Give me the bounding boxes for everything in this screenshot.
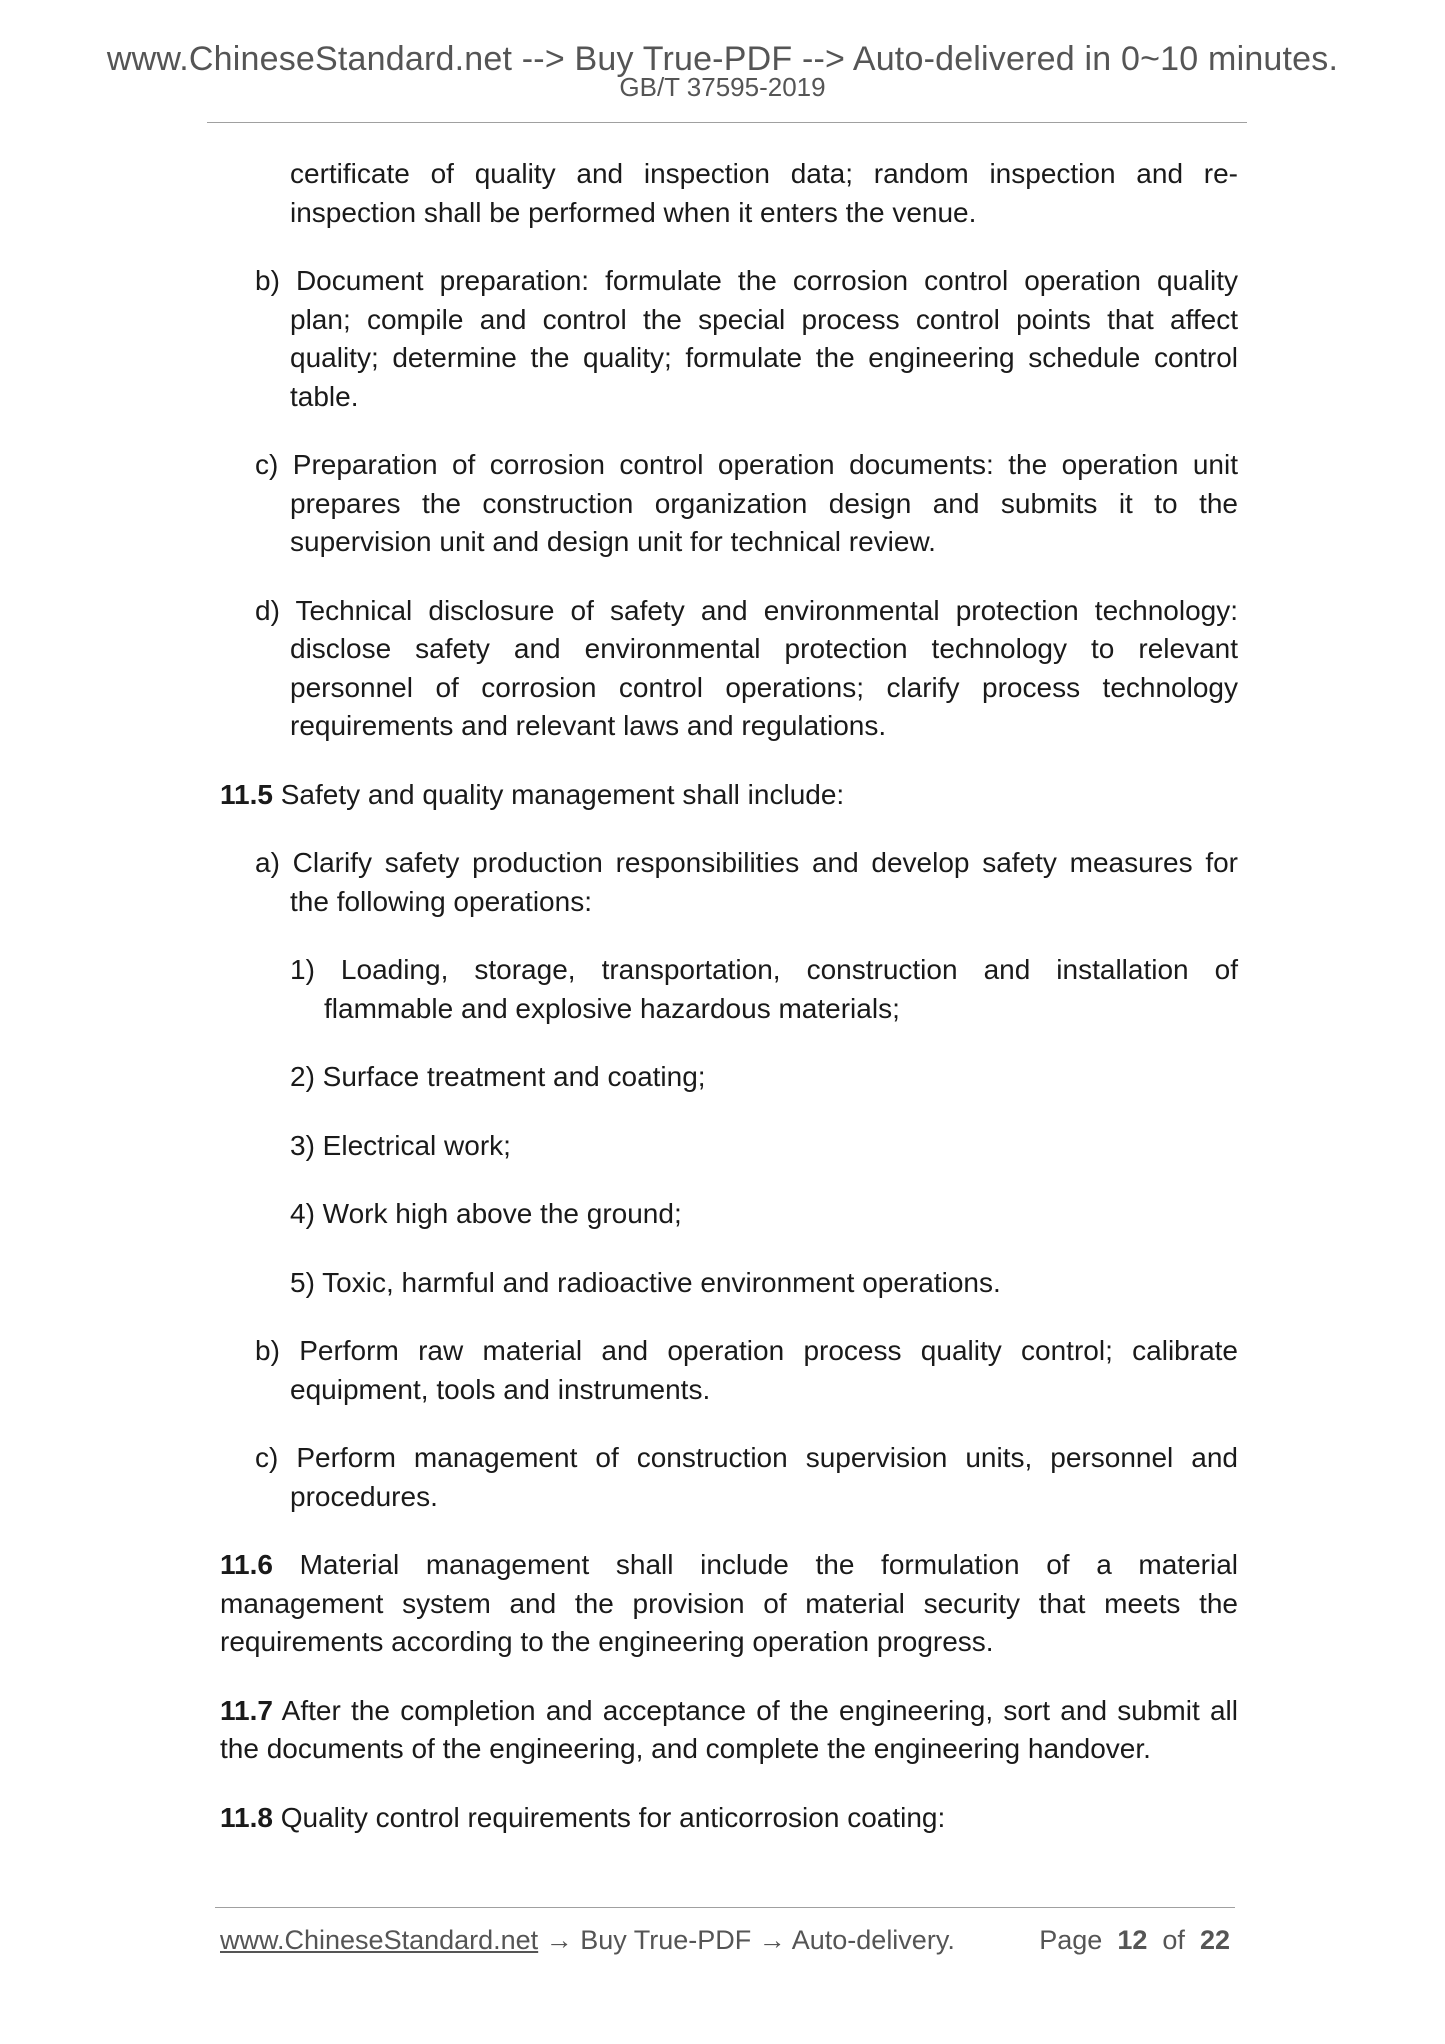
clause-number: 11.5 xyxy=(220,778,273,810)
list-item-a-safety: a) Clarify safety production responsibilities and develop safety measures for the following operations: xyxy=(255,847,1238,917)
clause-11-8 xyxy=(220,1799,1238,1838)
clause-11-7 xyxy=(220,1692,1238,1769)
header-divider xyxy=(207,122,1247,123)
sub-item-1: 1) Loading, storage, transportation, construction and installation of flammable and explosive hazardous materials; xyxy=(290,954,1238,1024)
sub-item-5: 5) Toxic, harmful and radioactive environment operations. xyxy=(290,1266,1001,1298)
page-indicator xyxy=(1039,1925,1230,1956)
list-item-c-management: c) Perform management of construction supervision units, personnel and procedures. xyxy=(255,1442,1238,1512)
list-item-b-document-preparation: b) Document preparation: formulate the corrosion control operation quality plan; compile and control the special process control points that affect quality; determine the quality; formulate the engineering schedule control table. xyxy=(255,265,1238,412)
clause-number: 11.8 xyxy=(220,1801,273,1833)
clause-text: Safety and quality management shall include: xyxy=(272,778,845,810)
sub-item-3: 3) Electrical work; xyxy=(290,1129,511,1161)
sub-item-2: 2) Surface treatment and coating; xyxy=(290,1061,706,1092)
page-number: 12 xyxy=(1117,1925,1148,1955)
standard-code: GB/T 37595-2019 xyxy=(619,72,826,102)
page-body xyxy=(220,155,1238,1837)
sub-item-4: 4) Work high above the ground; xyxy=(290,1198,682,1229)
page-footer xyxy=(220,1925,1230,1965)
site-banner: www.ChineseStandard.net --> Buy True-PDF --> Auto-delivered in 0~10 minutes. xyxy=(106,40,1339,78)
page-total: 22 xyxy=(1199,1925,1230,1955)
footer-divider xyxy=(215,1907,1235,1908)
continuation-paragraph: certificate of quality and inspection data; random inspection and re-inspection shall be performed when it enters the venue. xyxy=(290,158,1238,228)
clause-11-6 xyxy=(220,1546,1238,1662)
list-item-b-quality-control: b) Perform raw material and operation process quality control; calibrate equipment, tools and instruments. xyxy=(255,1335,1238,1405)
footer-site-link[interactable]: www.ChineseStandard.net xyxy=(220,1925,539,1955)
list-item-c-operation-documents: c) Preparation of corrosion control operation documents: the operation unit prepares the construction organization design and submits it to the supervision unit and design unit for technical review. xyxy=(255,449,1238,557)
list-item-d-technical-disclosure: d) Technical disclosure of safety and environmental protection technology: disclose safety and environmental protection technology to relevant personnel of corrosion control operations; clarify process technology requirements and relevant laws and regulations. xyxy=(255,594,1238,741)
clause-text: After the completion and acceptance of the engineering, sort and submit all the documents of the engineering, and complete the engineering handover. xyxy=(220,1694,1238,1764)
page-label: Page xyxy=(1039,1925,1103,1955)
clause-number: 11.6 xyxy=(220,1549,273,1580)
clause-text: Quality control requirements for anticorrosion coating: xyxy=(272,1801,946,1833)
clause-number: 11.7 xyxy=(220,1694,273,1726)
clause-11-5 xyxy=(220,776,1238,815)
clause-text: Material management shall include the formulation of a material management system and the provision of material security that meets the requirements according to the engineering operation progress. xyxy=(220,1549,1238,1657)
of-label: of xyxy=(1162,1925,1185,1955)
footer-tagline: → Buy True-PDF → Auto-delivery. xyxy=(538,1925,955,1955)
footer-source xyxy=(220,1925,955,1956)
